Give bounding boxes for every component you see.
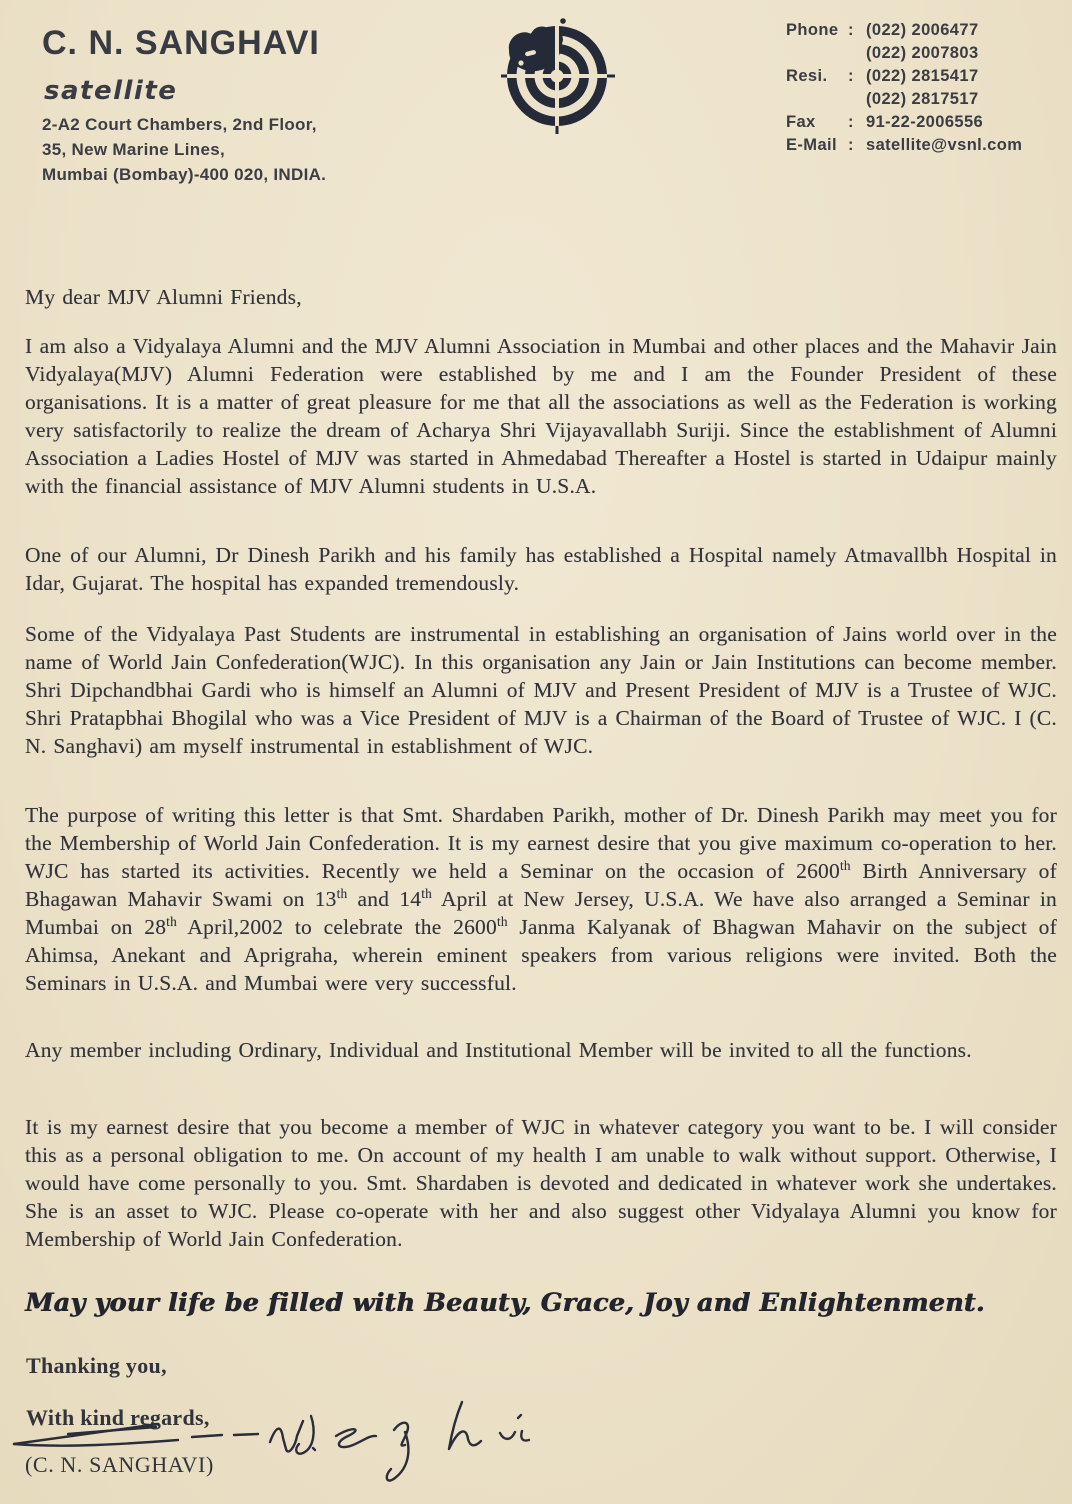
paragraph-4: The purpose of writing this letter is that Smt. Shardaben Parikh, mother of Dr. Dinesh Parikh may meet you for the Membership of World Jain Confederation. It is my earnest desire that you give maximum co-operation to her. WJC has started its activities. Recently we held a Seminar on the occasion of 2600th Birth Anniversary of Bhagawan Mahavir Swami on 13th and 14th April at New Jersey, U.S.A. We have also arranged a Seminar in Mumbai on 28th April,2002 to celebrate the 2600th Janma Kalyanak of Bhagwan Mahavir on the subject of Ahimsa, Anekant and Aprigraha, wherein eminent speakers from various religions were invited. Both the Seminars in U.S.A. and Mumbai were very successful.	[25, 803, 1058, 995]
contact-value: (022) 2815417	[866, 67, 979, 85]
contact-value: satellite@vsnl.com	[866, 136, 1023, 154]
blessing-line: May your life be filled with Beauty, Grace, Joy and Enlightenment.	[25, 1288, 985, 1318]
contact-label: Phone	[786, 21, 839, 39]
contact-label: Fax	[786, 113, 816, 131]
letterhead-address	[42, 112, 326, 187]
contact-value: 91-22-2006556	[866, 113, 984, 131]
address-line: 2-A2 Court Chambers, 2nd Floor,	[42, 115, 317, 134]
contact-value: (022) 2007803	[866, 44, 979, 62]
closing-regards: With kind regards,	[26, 1405, 210, 1430]
signatory-name: (C. N. SANGHAVI)	[25, 1452, 214, 1477]
contact-value: (022) 2006477	[866, 21, 979, 39]
target-crosshair-logo-icon	[497, 16, 617, 136]
contact-block: Phone : (022) 2006477 (022) 2007803 Resi. : (022) 2815417 (022) 2817517 Fax : 91-22-2006556 E-Mail : satellite@vsnl.com	[786, 20, 1044, 156]
letterhead-brand: satellite	[44, 76, 178, 106]
salutation: My dear MJV Alumni Friends,	[25, 285, 302, 309]
contact-label: Resi.	[786, 67, 828, 85]
contact-label	[786, 89, 844, 110]
paragraph-2: One of our Alumni, Dr Dinesh Parikh and his family has established a Hospital namely Atmavallbh Hospital in Idar, Gujarat. The hospital has expanded tremendously.	[25, 543, 1057, 595]
address-line: 35, New Marine Lines,	[42, 140, 225, 159]
closing-thanking: Thanking you,	[26, 1353, 167, 1378]
address-line: Mumbai (Bombay)-400 020, INDIA.	[42, 165, 327, 184]
contact-label	[786, 43, 844, 64]
paragraph-6: It is my earnest desire that you become a member of WJC in whatever category you want to be. I will consider this as a personal obligation to me. On account of my health I am unable to walk without support. Otherwise, I would have come personally to you. Smt. Shardaben is devoted and dedicated in whatever work she undertakes. She is an asset to WJC. Please co-operate with her and also suggest other Vidyalaya Alumni you know for Membership of World Jain Confederation.	[25, 1115, 1057, 1251]
letterhead-name: C. N. SANGHAVI	[42, 24, 320, 62]
paragraph-5: Any member including Ordinary, Individual and Institutional Member will be invited to all the functions.	[25, 1038, 972, 1062]
paragraph-3: Some of the Vidyalaya Past Students are instrumental in establishing an organisation of Jains world over in the name of World Jain Confederation(WJC). In this organisation any Jain or Jain Institutions can become member. Shri Dipchandbhai Gardi who is himself an Alumni of MJV and Present President of MJV is a Trustee of WJC. Shri Pratapbhai Bhogilal who was a Vice President of MJV is a Chairman of the Board of Trustee of WJC. I (C. N. Sanghavi) am myself instrumental in establishment of WJC.	[25, 622, 1057, 758]
contact-value: (022) 2817517	[866, 90, 979, 108]
contact-label: E-Mail	[786, 136, 837, 154]
handwritten-signature-icon	[6, 1396, 566, 1502]
paragraph-1: I am also a Vidyalaya Alumni and the MJV Alumni Association in Mumbai and other places and the Mahavir Jain Vidyalaya(MJV) Alumni Federation were established by me and I am the Founder President of these organisations. It is a matter of great pleasure for me that all the associations as well as the Federation is working very satisfactorily to realize the dream of Acharya Shri Vijayavallabh Suriji. Since the establishment of Alumni Association a Ladies Hostel of MJV was started in Ahmedabad Thereafter a Hostel is started in Udaipur mainly with the financial assistance of MJV Alumni students in U.S.A.	[25, 334, 1057, 498]
